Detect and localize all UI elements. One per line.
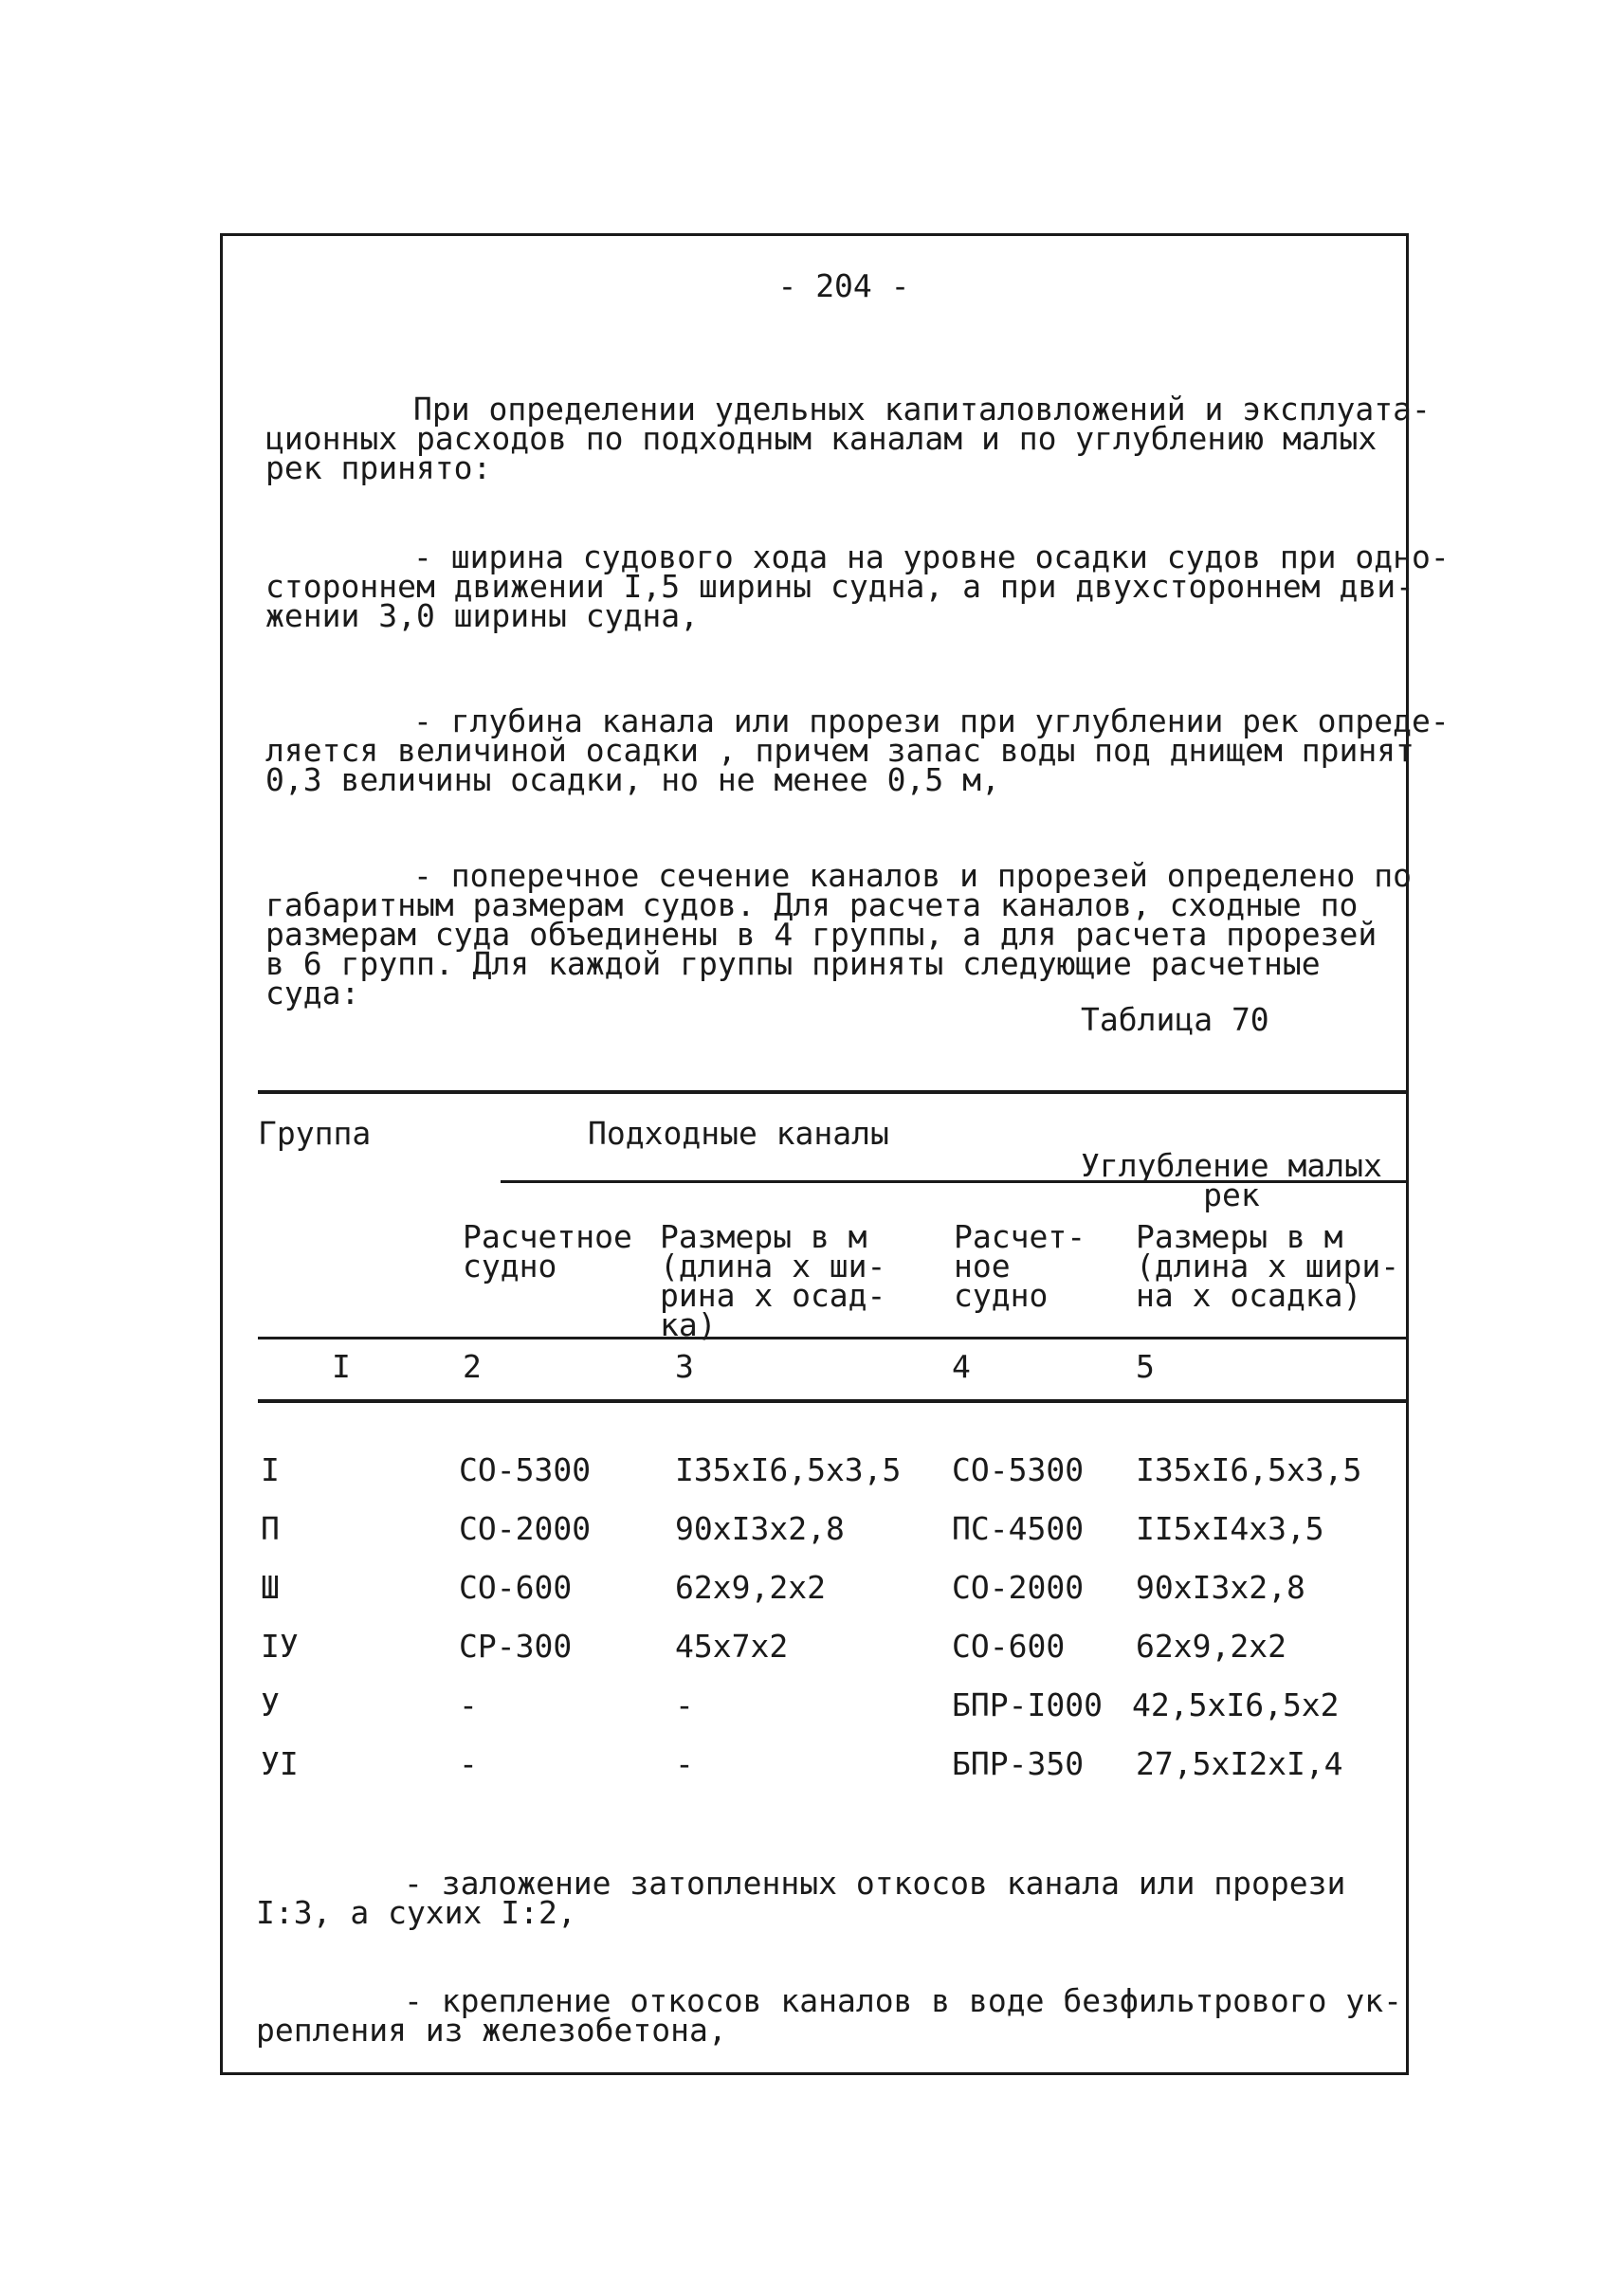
cell-size-1: - (675, 1686, 694, 1723)
cell-group: I (261, 1451, 280, 1488)
text-line: суда: (265, 975, 360, 1011)
cell-vessel-2: СО-2000 (952, 1569, 1085, 1606)
header-size-1 (660, 1193, 885, 1369)
header-line: Углубление малых (1081, 1147, 1382, 1184)
text-line: При определении удельных капиталовложений и эксплуата- (413, 391, 1431, 428)
cell-vessel-1: СО-5300 (459, 1451, 592, 1488)
col-number: 4 (952, 1348, 971, 1385)
cell-size-1: 45x7x2 (675, 1628, 789, 1665)
cell-vessel-2: ПС-4500 (952, 1510, 1085, 1547)
header-size-2 (1136, 1193, 1399, 1339)
text-line: - поперечное сечение каналов и прорезей определено по (413, 857, 1412, 894)
header-line: рек (1203, 1176, 1260, 1213)
text-line: I:3, а сухих I:2, (256, 1894, 576, 1931)
cell-group: П (261, 1510, 280, 1547)
col-number: 5 (1136, 1348, 1155, 1385)
header-line: Расчетное (463, 1218, 632, 1255)
cell-group: У (261, 1686, 280, 1723)
cell-vessel-1: СР-300 (459, 1628, 573, 1665)
header-approach-channels: Подходные каналы (588, 1115, 889, 1152)
text-line: репления из железобетона, (256, 2012, 727, 2049)
cell-size-2: II5xI4x3,5 (1136, 1510, 1324, 1547)
cell-vessel-1: СО-600 (459, 1569, 573, 1606)
text-line: - ширина судового хода на уровне осадки судов при одно- (413, 538, 1450, 575)
cell-size-2: 27,5xI2xI,4 (1136, 1745, 1343, 1782)
colnum-bottom-rule (258, 1399, 1409, 1403)
header-vessel-2 (954, 1193, 1086, 1339)
cell-vessel-2: БПР-350 (952, 1745, 1085, 1782)
text-line: жении 3,0 ширины судна, (265, 597, 699, 634)
cell-vessel-1: СО-2000 (459, 1510, 592, 1547)
cell-size-2: 42,5xI6,5x2 (1132, 1686, 1340, 1723)
cell-size-1: - (675, 1745, 694, 1782)
col-number: 3 (675, 1348, 694, 1385)
intro-paragraph (265, 365, 1431, 512)
header-line: Размеры в м (660, 1218, 867, 1255)
text-line: размерам суда объединены в 4 группы, а для расчета прорезей (265, 916, 1378, 953)
header-group: Группа (258, 1115, 372, 1152)
text-line: 0,3 величины осадки, но не менее 0,5 м, (265, 761, 1000, 798)
text-line: стороннем движении I,5 ширины судна, а при двухстороннем дви- (265, 568, 1414, 605)
header-line: судно (954, 1277, 1049, 1314)
table-caption: Таблица 70 (1081, 1001, 1269, 1038)
cell-size-1: 90xI3x2,8 (675, 1510, 845, 1547)
cell-vessel-1: - (459, 1686, 478, 1723)
header-line: Расчет- (954, 1218, 1086, 1255)
header-line: (длина х ши- (660, 1248, 886, 1285)
header-line: ное (954, 1248, 1011, 1285)
header-line: Размеры в м (1136, 1218, 1343, 1255)
item-channel-depth (265, 677, 1450, 824)
table-top-rule (258, 1090, 1409, 1094)
text-line: в 6 групп. Для каждой группы приняты следующие расчетные (265, 945, 1321, 982)
header-line: (длина х шири- (1136, 1248, 1400, 1285)
cell-group: Ш (261, 1569, 280, 1606)
text-line: габаритным размерам судов. Для расчета каналов, сходные по (265, 886, 1359, 923)
text-line: - крепление откосов каналов в воде безфильтрового ук- (404, 1982, 1402, 2019)
cell-size-1: I35xI6,5x3,5 (675, 1451, 902, 1488)
text-line: - заложение затопленных откосов канала или прорези (404, 1865, 1346, 1902)
text-line: ляется величиной осадки , причем запас воды под днищем принят (265, 732, 1414, 769)
header-vessel-1 (463, 1193, 632, 1310)
cell-vessel-1: - (459, 1745, 478, 1782)
text-line: - глубина канала или прорези при углублении рек опреде- (413, 702, 1450, 739)
header-line: ка) (660, 1306, 717, 1343)
cell-vessel-2: СО-600 (952, 1628, 1066, 1665)
item-ship-lane-width (265, 513, 1450, 660)
cell-size-2: 62x9,2x2 (1136, 1628, 1286, 1665)
page-number: - 204 - (777, 267, 910, 304)
header-line: на х осадка) (1136, 1277, 1362, 1314)
cell-vessel-2: БПР-I000 (952, 1686, 1103, 1723)
item-slope-ratio (256, 1839, 1345, 1957)
text-line: ционных расходов по подходным каналам и по углублению малых (265, 420, 1378, 457)
cell-group: IУ (261, 1628, 299, 1665)
text-line: рек принято: (265, 449, 492, 486)
cell-size-2: 90xI3x2,8 (1136, 1569, 1305, 1606)
col-number: 2 (463, 1348, 482, 1385)
header-line: рина х осад- (660, 1277, 886, 1314)
cell-vessel-2: СО-5300 (952, 1451, 1085, 1488)
col-number: I (332, 1348, 351, 1385)
header-line: судно (463, 1248, 557, 1285)
item-slope-reinforcement (256, 1957, 1402, 2074)
cell-group: УI (261, 1745, 299, 1782)
cell-size-2: I35xI6,5x3,5 (1136, 1451, 1362, 1488)
cell-size-1: 62x9,2x2 (675, 1569, 826, 1606)
